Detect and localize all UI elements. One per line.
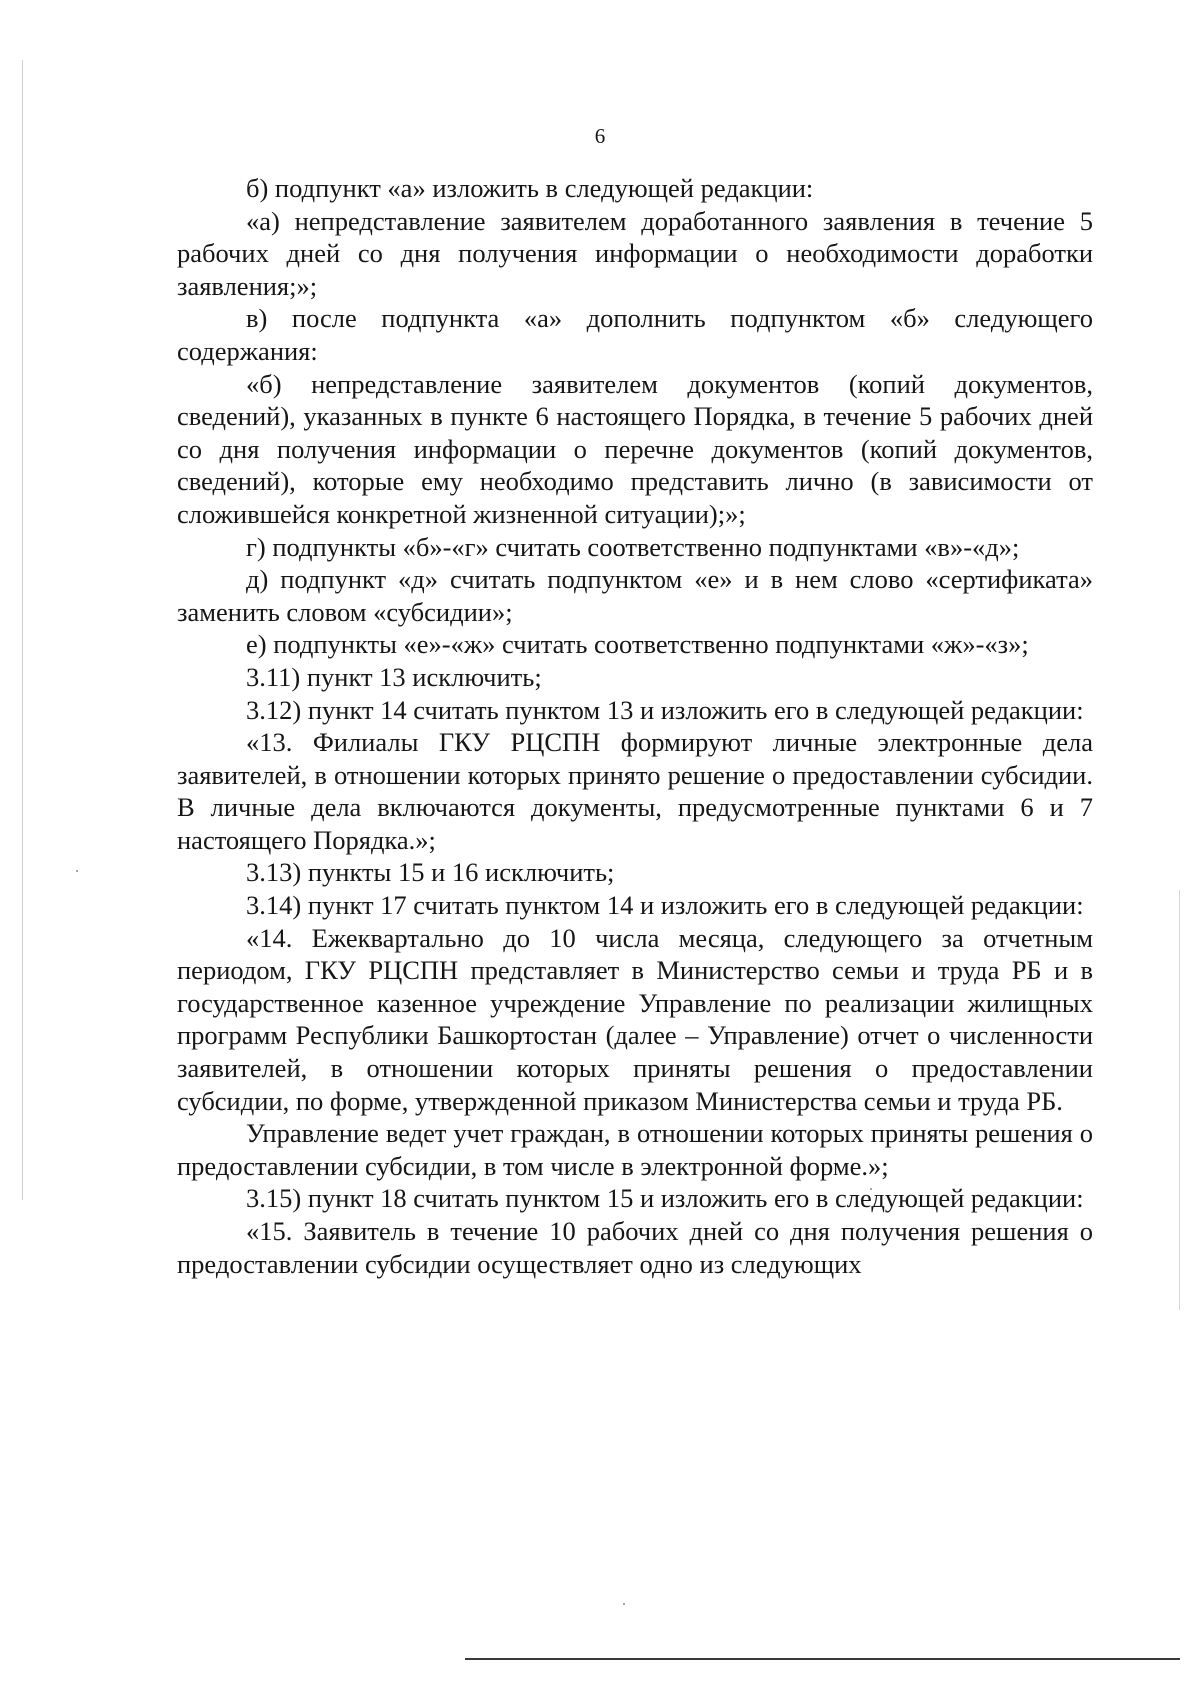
paragraph: 3.11) пункт 13 исключить; — [246, 661, 542, 692]
paragraph: б) подпункт «а» изложить в следующей редакции: — [246, 173, 814, 203]
paragraph: «15. Заявитель в течение 10 рабочих дней со дня получения решения о предоставлении субсидии осуществляет одно из следующих — [177, 1216, 1093, 1279]
scan-right-mark — [1179, 890, 1180, 1310]
paragraph: 3.14) пункт 17 считать пунктом 14 и изложить его в следующей редакции: — [246, 890, 1084, 921]
paragraph: «14. Ежеквартально до 10 числа месяца, следующего за отчетным периодом, ГКУ РЦСПН представляет в Министерство семьи и труда РБ и в государственное казенное учреждение Управление по реализации жилищных программ Республики Башкортостан (далее – Управление) отчет о численности заявителей, в отношении которых приняты решения о предоставлении субсидии, по форме, утвержденной приказом Министерства семьи и труда РБ. — [177, 922, 1093, 1116]
page-number: 6 — [594, 124, 606, 148]
paragraph: 3.15) пункт 18 считать пунктом 15 и изложить его в следующей редакции: — [246, 1183, 1084, 1214]
paragraph: д) подпункт «д» считать подпунктом «е» и в нем слово «сертификата» заменить словом «субсидии»; — [177, 564, 1093, 627]
paragraph: «13. Филиалы ГКУ РЦСПН формируют личные электронные дела заявителей, в отношении которых принято решение о предоставлении субсидии. В личные дела включаются документы, предусмотренные пунктами 6 и 7 настоящего Порядка.»; — [177, 727, 1093, 855]
document-body — [177, 172, 1093, 1280]
scan-speck — [76, 870, 78, 872]
scan-bottom-rule — [465, 1658, 1180, 1660]
paragraph: «б) непредставление заявителем документов (копий документов, сведений), указанных в пункте 6 настоящего Порядка, в течение 5 рабочих дней со дня получения информации о перечне документов (копий документов, сведений), которые ему необходимо представить лично (в зависимости от сложившейся конкретной жизненной ситуации);»; — [177, 368, 1093, 529]
scan-left-edge — [22, 60, 23, 1200]
scan-speck — [623, 1603, 625, 1605]
paragraph: «а) непредставление заявителем доработанного заявления в течение 5 рабочих дней со дня получения информации о необходимости доработки заявления;»; — [177, 205, 1093, 301]
paragraph: 3.13) пункты 15 и 16 исключить; — [246, 857, 615, 888]
paragraph: в) после подпункта «а» дополнить подпунктом «б» следующего содержания: — [177, 303, 1093, 366]
paragraph: 3.12) пункт 14 считать пунктом 13 и изложить его в следующей редакции: — [246, 694, 1084, 725]
paragraph: г) подпункты «б»-«г» считать соответственно подпунктами «в»-«д»; — [246, 531, 1020, 562]
paragraph: Управление ведет учет граждан, в отношении которых приняты решения о предоставлении субсидии, в том числе в электронной форме.»; — [177, 1118, 1093, 1181]
paragraph: е) подпункты «е»-«ж» считать соответственно подпунктами «ж»-«з»; — [246, 629, 1029, 660]
